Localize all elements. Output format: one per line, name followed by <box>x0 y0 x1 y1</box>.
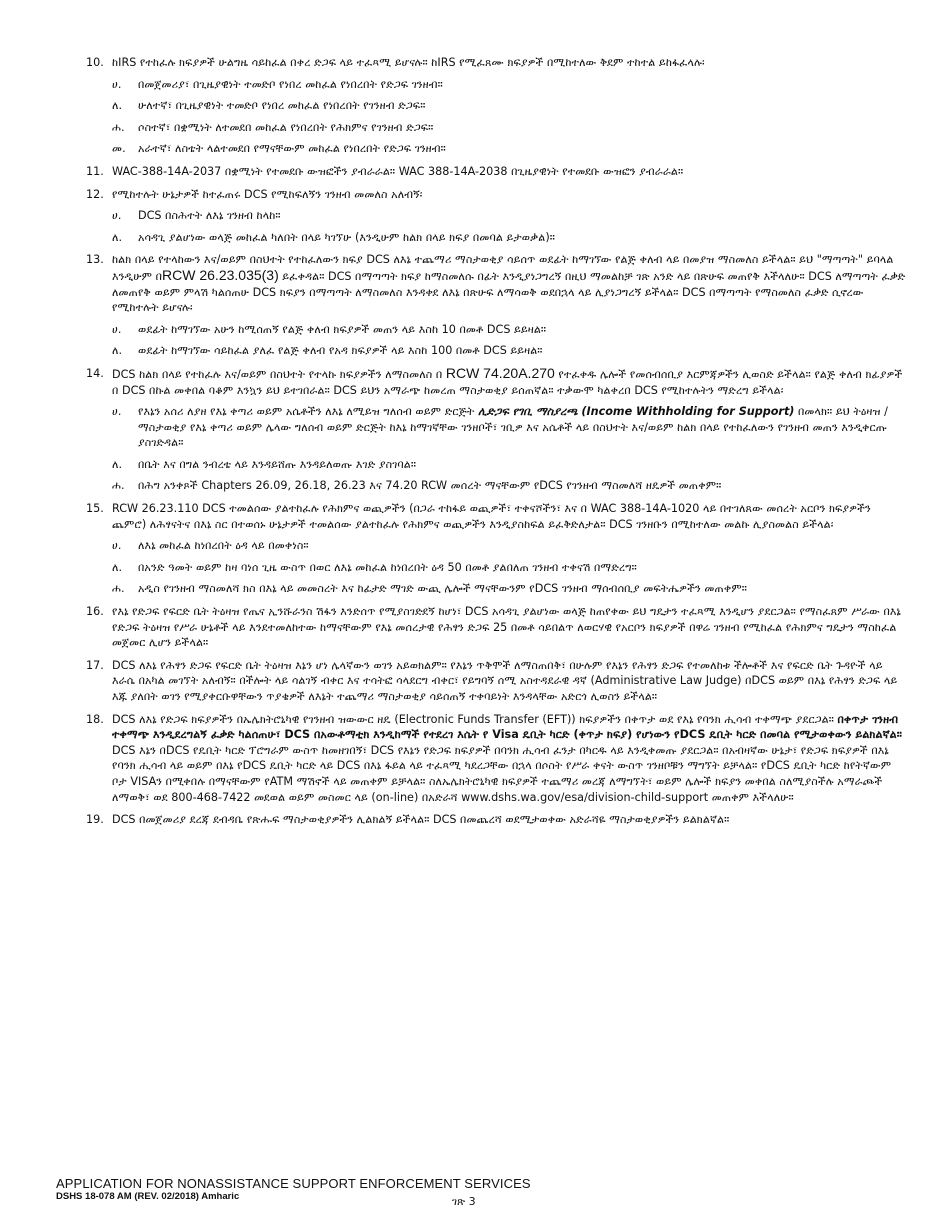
sub-clause-text: አራተኛ፣ ለስቴት ላልተመደበ የማናቸውም መከፈል የነበረበት የድጋፍ ገንዘብ። <box>138 142 446 156</box>
sub-clause-label: ሐ. <box>112 582 125 596</box>
sub-clause-text: በአንድ ዓመት ወይም ከዛ ባነሰ ጊዜ ውስጥ በወር ለእኔ መከፈል ከነበረበት ዕዳ 50 በመቶ ያልበለጠ ገንዘብ ተቀናሽ በማድረግ። <box>138 560 637 574</box>
clause-text-part: ከልክ በላይ የተላከውን እና/ወይም በስህተት የተከፈለውን ክፍያ DCS ለእኔ ተጨማሪ ማስታወቂያ ሳይሰጥ ወደፊት ከማገኘው የልጅ ቀለብ ላይ በመያዝ ማስመለስ ይችላል። ይህ "ማጣጣት" ይባላል እንዲሁም በ <box>112 253 894 283</box>
clause-16 <box>86 604 908 651</box>
sub-clause <box>112 478 908 494</box>
clause-18 <box>86 712 908 806</box>
rcw-reference: RCW 26.23.035(3) <box>162 266 279 283</box>
sub-clause-label: ሀ. <box>112 77 122 91</box>
sub-clause <box>112 343 908 359</box>
sub-clause-label: ሀ. <box>112 209 122 223</box>
clause-number: 12. <box>86 187 104 201</box>
sub-clause <box>112 230 908 246</box>
form-title: APPLICATION FOR NONASSISTANCE SUPPORT ENFORCEMENT SERVICES <box>56 1176 531 1191</box>
sub-clause <box>112 581 908 597</box>
clause-number: 13. <box>86 253 104 267</box>
form-id: DSHS 18-078 AM (REV. 02/2018) Amharic <box>56 1191 240 1202</box>
clause-15 <box>86 501 908 597</box>
sub-clause-label: ሀ. <box>112 405 122 419</box>
sub-clause <box>112 322 908 338</box>
clause-number: 17. <box>86 658 104 672</box>
sub-clause-text: በቤት እና በግል ንብረቴ ላይ እንዳይሸጡ እንዳይለወጡ እገድ ያስገባል። <box>138 457 417 471</box>
clause-number: 11. <box>86 164 104 178</box>
clause-number: 19. <box>86 813 104 827</box>
sub-clause <box>112 120 908 136</box>
sub-clause-label: ሐ. <box>112 120 125 134</box>
sub-clause <box>112 560 908 576</box>
sub-clause-text: ሶስተኛ፣ በቋሚነት ለተመደበ መከፈል የነበረበት የሕክምና የገንዘብ ድጋፍ። <box>138 120 434 134</box>
clause-text-part: DCS ለእኔ የድጋፍ ክፍያዎችን በኤሌክትሮኒካዊ የገንዘብ ዝውውር ዘዴ (Electronic Funds Transfer (EFT)) ክፍያዎችን በቀጥታ ወደ የእኔ የባንክ ሒሳብ ተቀማጭ ያደርጋል። <box>112 712 838 726</box>
sub-clause <box>112 404 908 451</box>
sub-clause-label: ለ. <box>112 457 123 471</box>
sub-clause-text: ወደፊት ከማገኘው አሁን ከሚሰጠኝ የልጅ ቀለብ ክፍያዎች መጠን ላይ እስከ 10 በመቶ DCS ይይዛል። <box>138 322 547 336</box>
sub-clause-text: የእኔን አሰሪ ለያዘ የእኔ ቀጣሪ ወይም አሴቶችን ለእኔ ለሚይዝ ግለሰብ ወይም ድርጅት <box>138 405 479 419</box>
sub-clause-text: በሕግ አንቀጾች Chapters 26.09, 26.18, 26.23 እና 74.20 RCW መሰረት ማናቸውም የDCS የገንዘብ ማስመለሻ ዘዴዎች መጠቀም። <box>138 479 722 493</box>
sub-clause-label: ለ. <box>112 99 123 113</box>
clause-number: 16. <box>86 605 104 619</box>
clause-text: WAC-388-14A-2037 በቋሚነት የተመደቡ ውዝፎችን ያብራራል። WAC 388-14A-2038 በጊዜያዊነት የተመደቡ ውዝፎን ያብራራል። <box>112 164 684 178</box>
sub-clause <box>112 141 908 157</box>
clause-number: 15. <box>86 502 104 516</box>
clause-text: ከIRS የተከፈሉ ክፍያዎች ሁልግዜ ሳይከፈል በቀረ ድጋፍ ላይ ተፈጻሚ ይሆናሉ። ከIRS የሚፈጸሙ ክፍያዎች በሚከተለው ቅደም ተከተል ይከፋፈላሉ፡ <box>112 56 705 69</box>
sub-clause <box>112 98 908 114</box>
sub-clause-text: ሁለተኛ፣ በጊዜያዊነት ተመድቦ የነበረ መከፈል የነበረበት የገንዘብ ድጋፍ። <box>138 99 426 113</box>
sub-clause-label: ለ. <box>112 344 123 358</box>
clause-number: 14. <box>86 366 104 380</box>
clause-text-part: DCS ከልክ በላይ የተከፈሉ እና/ወይም በስህተት የተላኩ ክፍያዎችን ለማስመለስ በ <box>112 367 446 381</box>
clause-17 <box>86 658 908 705</box>
sub-clause <box>112 77 908 93</box>
clause-19 <box>86 812 908 828</box>
sub-clause-label: ሀ. <box>112 539 122 553</box>
clause-10 <box>86 55 908 157</box>
clause-text: የእኔ የድጋፍ የፍርድ ቤት ትዕዛዝ የጤና ኢንሹራንስ ሽፋን እንድሰጥ የሚያስገድደኝ ከሆነ፣ DCS አሳዳጊ ያልሆነው ወላጅ ከጠየቀው ይህ ግዴታን ተፈጻሚ እንዲሆን ያደርጋል። የማስፈጸም ሥራው በእኔ የድጋፍ ትዕዛዝ የሥራ ሁኔቶች ላይ እንደተመለከተው ከማናቸውም የእኔ መሰረታዊ የሕፃን ድጋፍ 25 በመቶ ሳይበልጥ ለወርሃዊ የአርቦን ክፍያዎች በዋሬ ገንዘብ የሚከፈል የሕክምና ግዴታን ማስከፈል መጀመር ሊሆን ይችላል። <box>112 605 901 650</box>
page-number: ገጽ 3 <box>452 1195 476 1208</box>
clause-number: 18. <box>86 712 104 726</box>
clause-text: RCW 26.23.110 DCS ተመልሰው ያልተከፈሉ የሕክምና ወጪዎችን (በጋራ ተከፋይ ወጪዎች፣ ተቀናሾችን፣ እና በ WAC 388-14A-1020 ላይ በተገለጸው መሰረት አርቦን ክፍያዎችን ጨምሮ) ለሕፃናትና በእኔ ስር በተወሰኑ ሁኔታዎች ተመልሰው ያልተከፈሉ የሕክምና ወጪዎችን እንዲያስከፍል ይፈቅድለታል። DCS ገንዘቡን በሚከተለው መልኩ ሊያስመልስ ይችላል፡ <box>112 502 871 531</box>
clause-text: የሚከተሉት ሁኔታዎች ከተፈጠሩ DCS የሚከፍለኝን ገንዘብ መመለስ አለብኝ፡ <box>112 187 423 201</box>
sub-clause-text: በመላክ። ይህ ትዕዛዝ / ማስታወቂያ የእኔ ቀጣሪ ወይም ሌላው ግለሰብ ወይም ድርጅት ከእኔ ከማገኛቸው ገንዘቦች፣ ገቢዎ እና አሴቶች ላይ በስህተት እና/ወይም ከልክ በላይ የተከፈለውን የገንዘብ መጠን እንዲቀርጡ ያስገድዳል። <box>138 405 888 450</box>
clause-text-part: ይፈቀዳል። DCS በማጣጣት ክፍያ ከማስመለሱ በፊት እንዲያነጋግረኝ በዚህ ማመልከቻ ገጽ አንድ ላይ በጽሁፍ መጠየቅ እችላለሁ። DCS ለማጣጣት ፈቃድ ለመጠየቅ ወይም ምላሽ ካልሰጠሁ DCS ክፍያን በማጣጣት ለማስመለስ እንዳቀደ ለእኔ በጽሁፍ ለማሳወቅ ወደበኋላ ላይ ሊያነጋግረኝ ይችላል። DCS በማጣጣት የማስመለስ ፈቃድ ሲኖረው የሚከተሉት ይሆናሉ፡ <box>112 269 906 315</box>
rcw-reference: RCW 74.20A.270 <box>445 364 555 381</box>
clause-text: DCS በመጀመሪያ ደረጃ ደብዳቤ የጽሑፍ ማስታወቂያዎችን ሊልክልኝ ይችላል። DCS በመጨረሻ ወደሚታወቀው አድራሻዬ ማስታወቂያዎችን ይልክልኛል። <box>112 813 730 827</box>
sub-clause-text: አዲስ የገንዘብ ማስመለሻ ክስ በእኔ ላይ መመስረት እና ከፊታድ ማገድ ውጪ ሌሎች ማናቸውንም የDCS ገንዘብ ማሰብሰቢያ መፍትሔዎችን መጠቀም። <box>138 582 748 596</box>
sub-clause-text: DCS በስሕተት ለእኔ ገንዘብ ከላከ። <box>138 209 281 223</box>
sub-clause-text: ለእኔ መከፈል ከነበረበት ዕዳ ላይ በመቀነስ። <box>138 539 309 553</box>
sub-clause-text: ወደፊት ከማገኘው ሳይከፈል ያለፈ የልጅ ቀለብ የአዳ ክፍያዎች ላይ እስከ 100 በመቶ DCS ይይዛል። <box>138 344 543 358</box>
sub-clause-label: ሐ. <box>112 479 125 493</box>
clause-text-part: DCS እኔን በDCS የዴቢት ካርድ ፕሮግራም ውስጥ ከመዘገበኝ፣ DCS የእኔን የድጋፍ ክፍያዎች በባንክ ሒሳብ ፈንታ በካርዱ ላይ እንዲቀመጡ ያደርጋል። በአብዛኛው ሁኔታ፣ የድጋፍ ክፍያዎች በእኔ የባንክ ሒሳብ ላይ ወይም በእኔ የDCS ዴቢት ካርድ ላይ DCS በእኔ ፋይል ላይ ተፈጻሚ ካደረጋቸው በኋላ በሶስት የሥራ ቀናት ውስጥ ገንዘቦቹን ማግኘት ይቻላል። የDCS ዴቢት ካርድ ከየትኛውም ቦታ VISAን በሚቀበሉ በማናቸውም የATM ማሽኖች ላይ መጠቀም ይቻላል። ስለኤሌክትሮኒካዊ ክፍያዎች ተጨማሪ መረጃ ለማግኘት፣ ወይም ሌሎች ክፍያን መቀበል ስለሚያስችሉ አማራጮች ለማወቅ፣ ወደ 800-468-7422 መደወል ወይም መስመር ላይ (on-line) በአድራሻ www.dshs.wa.gov/esa/division-child-support መጠቀም እችላለሁ። <box>112 743 892 804</box>
clause-text-part: የተፈቀዱ ሌሎች የመሰብሰቢያ እርምጃዎችን ሊወስድ ይችላል። የልጅ ቀለብ ክፊያዎች በ DCS በኩል መቀበል ባቆም እንኳን ይህ ይተገበራል። DCS ይህን አማራጭ ከመረጠ ማስታወቂያ ይሰጠኛል። ተቃውሞ ካልቀረበ DCS የሚከተሉትን ማድረግ ይችላል፡ <box>112 367 903 397</box>
clause-13 <box>86 252 908 359</box>
clause-11 <box>86 164 908 180</box>
sub-clause-label: ለ. <box>112 230 123 244</box>
document-body <box>86 55 908 835</box>
clause-text <box>112 712 908 806</box>
sub-clause-text: አሳዳጊ ያልሆነው ወላጅ መከፈል ካለበት በላይ ካገኘሁ (እንዲሁም ከልክ በላይ ክፍያ በመባል ይታወቃል)። <box>138 230 555 244</box>
clause-12 <box>86 187 908 246</box>
sub-clause <box>112 457 908 473</box>
form-name-amharic: ሊድጋፍ የገቢ ማስያረጫ <box>478 405 578 419</box>
debit-card-notice: በቀጥታ ገንዘብ ተቀማጭ እንዲደረግልኝ ፈቃድ ካልሰጠሁ፣ DCS በአውቶማቲክ እንዲከማች የተደረገ እሴት የ Visa ዴቢት ካርድ (ቀጥታ ክፍያ) የሆነውን የDCS ዴቢት ካርድ በመባል የሚታወቀውን ይልክልኛል። <box>112 712 903 742</box>
sub-clause <box>112 538 908 554</box>
form-name-english: (Income Withholding for Support) <box>581 405 795 419</box>
sub-clause-label: መ. <box>112 142 126 156</box>
sub-clause-label: ሀ. <box>112 322 122 336</box>
clause-number: 10. <box>86 56 104 69</box>
sub-clause-text: በመጀመሪያ፣ በጊዜያዊነት ተመድቦ የነበረ መከፈል የነበረበት የድጋፍ ገንዘብ። <box>138 77 443 91</box>
clause-text <box>112 252 908 315</box>
sub-clause-label: ለ. <box>112 560 123 574</box>
clause-text <box>112 366 908 398</box>
sub-clause <box>112 208 908 224</box>
clause-14 <box>86 366 908 494</box>
clause-text: DCS ለእኔ የሕፃን ድጋፍ የፍርድ ቤት ትዕዛዝ እኔን ሆነ ሌላኛውን ወገን አይወክልም። የእኔን ጥቅሞች ለማስጠበቅ፣ በሁሉም የእኔን የሕፃን ድጋፍ የተመለከቱ ችሎቶች እና የፍርድ ቤት ጉዳዮች ላይ እራሴ በአካል መገኘት አለብኝ። በችሎት ላይ ሳልገኝ ብቀር እና ተሳትፎ ሳላደርግ ብቀር፣ የይግባኝ ሰሚ አስተዳደራዊ ዳኛ (Administrative Law Judge) በDCS ወይም በእኔ የሕፃን ድጋፍ ላይ እጁ ያለበት ወገን የሚያቀርቡዋቸውን ጥያቄዎች ለእኔት ተጨማሪ ማስታወቂያ ሳይሰጠኝ ተቀባይነት እንዳላቸው አድርጎ ሊወስን ይችላል። <box>112 658 898 703</box>
